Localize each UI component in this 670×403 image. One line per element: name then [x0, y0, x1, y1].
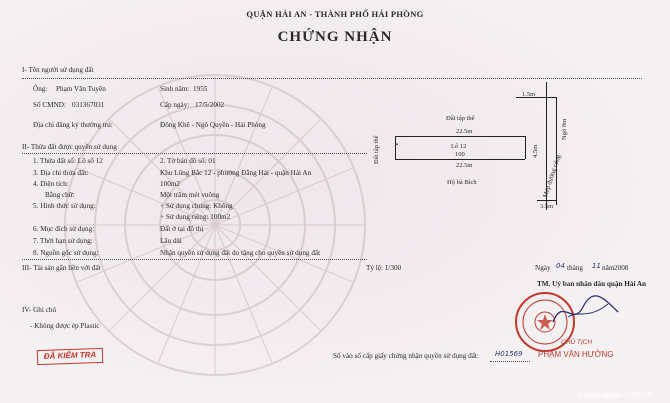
date-year-label: năm — [602, 264, 615, 272]
road-left-label: Đất tập thể — [373, 135, 380, 164]
site-watermark: batdongsan.com.vn — [578, 389, 653, 399]
note-text: - Không được ép Plastic — [30, 322, 100, 330]
item-value: 2. Tờ bản đồ số: 01 — [160, 157, 216, 165]
register-label: Số vào sổ cấp giấy chứng nhận quyền sử dụng đất: — [333, 352, 479, 360]
right-road-label: Ngõ 8m — [561, 118, 568, 140]
dimension-line — [516, 97, 556, 98]
item-value: Một trăm mét vuông — [160, 191, 220, 199]
item-label: 7. Thời hạn sử dụng: — [33, 237, 93, 245]
item-label: 5. Hình thức sử dụng: — [33, 202, 96, 210]
corner-label: Mép đường cống — [541, 153, 563, 199]
item-label: 8. Nguồn gốc sử dụng: — [33, 249, 99, 257]
divider — [22, 78, 642, 79]
birth-label: Sinh năm: — [160, 85, 190, 93]
lot-edge — [525, 136, 526, 159]
section-3-heading: III- Tài sản gắn liền với đất — [22, 264, 101, 272]
section-2-heading: II- Thửa đất được quyền sử dụng — [22, 143, 117, 151]
signature-role: CHỦ TỊCH — [561, 339, 593, 346]
item-label: 1. Thửa đất số: Lô số 12 — [33, 157, 103, 165]
item-value: Khu Lũng Bắc 12 - phường Đằng Hải - quận Hải An — [160, 169, 312, 177]
inspected-stamp-text: ĐÃ KIỂM TRA — [43, 350, 97, 361]
length-top-label: 22.5m — [456, 128, 473, 135]
width-top-label: 1.5m — [522, 91, 536, 98]
item-label: 3. Địa chỉ thửa đất: — [33, 169, 89, 177]
item-value: + Sử dụng chung: Không — [160, 202, 233, 210]
register-number: H01569 — [495, 350, 523, 358]
lot-edge — [395, 159, 525, 160]
depth-label: 4.5m — [532, 144, 539, 158]
issue-date: 17/5/2002 — [195, 101, 225, 109]
boundary-line — [556, 97, 557, 205]
lot-area: 100 — [455, 151, 465, 158]
lot-edge — [395, 136, 525, 137]
neighbor-label: Hộ bà Bích — [447, 179, 477, 186]
dimension-line — [537, 200, 557, 201]
issue-label: Cấp ngày: — [160, 101, 190, 109]
date-year: 2008 — [614, 264, 629, 272]
divider — [490, 361, 530, 362]
item-label: 6. Mục đích sử dụng: — [33, 225, 95, 233]
signature-icon — [548, 292, 623, 332]
length-bottom-label: 22.5m — [456, 162, 473, 169]
birth-year: 1955 — [193, 85, 208, 93]
date-day: 04 — [556, 262, 565, 270]
date-month-label: tháng — [567, 264, 583, 272]
signature-name: PHẠM VĂN HƯỞNG — [538, 350, 614, 359]
item-label: Bằng chữ: — [45, 191, 75, 199]
item-value: 100m2 — [160, 180, 180, 188]
item-value: + Sử dụng riêng: 100m2 — [160, 213, 231, 221]
divider — [22, 259, 367, 260]
cmnd-number: 031367031 — [72, 101, 105, 109]
bottom-dim-label: 3.5m — [540, 203, 554, 210]
date-month: 11 — [592, 262, 601, 270]
date-prefix: Ngày — [535, 264, 551, 272]
item-value: Đất ở tại đô thị — [160, 225, 204, 233]
lot-name: Lô 12 — [451, 143, 467, 150]
header-region: QUẬN HẢI AN - THÀNH PHỐ HẢI PHÒNG — [246, 9, 424, 19]
owner-label: Ông: — [33, 85, 48, 93]
address-value: Đông Khê - Ngô Quyền - Hải Phòng — [160, 121, 266, 129]
road-top-label: Đất tập thể — [446, 115, 475, 122]
cmnd-label: Số CMND: — [33, 101, 66, 109]
address-label: Địa chỉ đăng ký thường trú: — [33, 121, 113, 129]
scale-label: Tỷ lệ: 1/300 — [366, 264, 402, 272]
section-1-heading: I- Tên người sử dụng đất — [22, 66, 94, 74]
divider — [22, 153, 367, 154]
owner-name: Phạm Văn Tuyên — [56, 85, 106, 93]
document-title: CHỨNG NHẬN — [277, 29, 393, 45]
item-label: 4. Diện tích: — [33, 180, 69, 188]
signature-org: TM. Uỷ ban nhân dân quận Hải An — [537, 280, 647, 288]
lot-marker: ▪ — [396, 142, 399, 148]
item-value: Lâu dài — [160, 237, 182, 245]
section-4-heading: IV- Ghi chú — [22, 306, 57, 314]
item-value: Nhận quyền sử dụng đất do tặng cho quyền sử dụng đất — [160, 249, 321, 257]
